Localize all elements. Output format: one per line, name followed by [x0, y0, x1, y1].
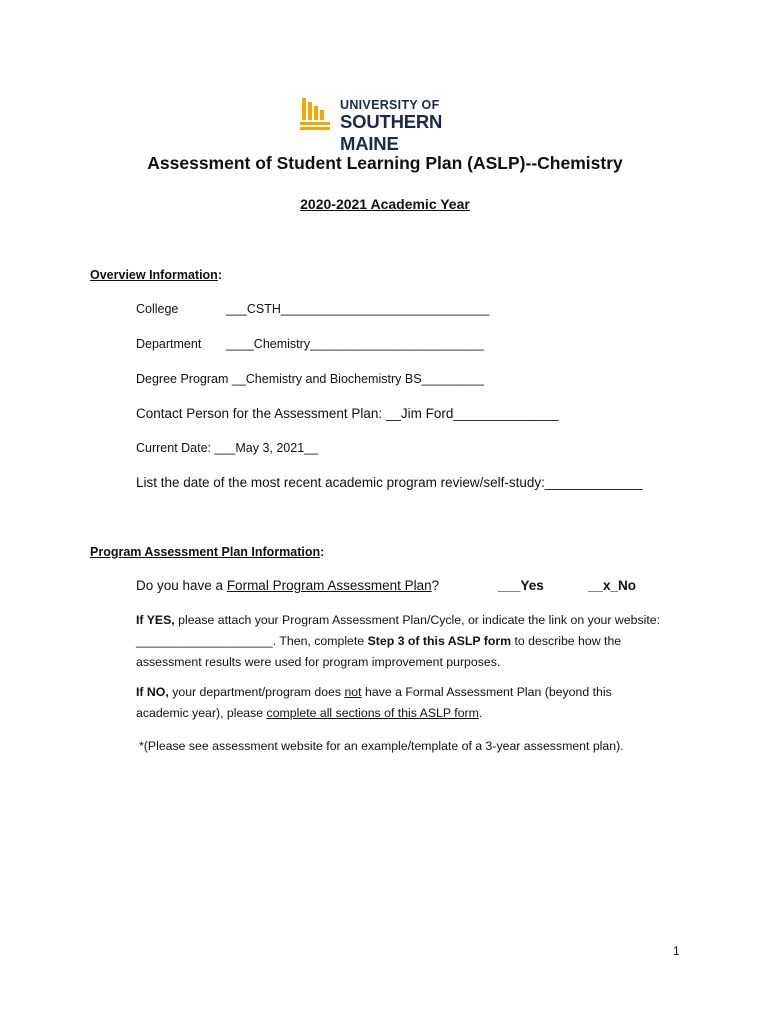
review-date-field: List the date of the most recent academic program review/self-study:_____________ [136, 475, 643, 490]
overview-heading: Overview Information: [90, 268, 222, 282]
university-logo [300, 96, 480, 154]
no-option: __x_No [588, 578, 637, 593]
if-no-paragraph [136, 682, 612, 724]
usm-building-logo-icon [300, 96, 332, 132]
program-assessment-heading: Program Assessment Plan Information: [90, 545, 325, 559]
department-field: ____Chemistry_________________________ [226, 337, 484, 351]
if-yes-line-3: assessment results were used for program improvement purposes. [136, 655, 501, 669]
college-label: College [136, 302, 179, 316]
contact-person-field: Contact Person for the Assessment Plan: __Jim Ford______________ [136, 406, 559, 421]
college-field: ___CSTH______________________________ [226, 302, 490, 316]
if-yes-line-1: If YES, please attach your Program Assessment Plan/Cycle, or indicate the link on your website: [136, 613, 661, 627]
overview-heading-text: Overview Information [90, 268, 218, 282]
degree-program-field: Degree Program __Chemistry and Biochemistry BS_________ [136, 372, 485, 386]
formal-plan-question: Do you have a Formal Program Assessment Plan? [136, 578, 440, 593]
complete-sections-link: complete all sections of this ASLP form [266, 706, 479, 720]
assessment-website-note: *(Please see assessment website for an example/template of a 3-year assessment plan). [139, 739, 624, 753]
page-number: 1 [673, 944, 680, 958]
yes-option: ___Yes [498, 578, 544, 593]
formal-plan-link: Formal Program Assessment Plan [226, 578, 432, 593]
if-yes-line-2: ____________________. Then, complete Step 3 of this ASLP form to describe how the [136, 634, 622, 648]
department-label: Department [136, 337, 202, 351]
if-no-line-1: If NO, your department/program does not have a Formal Assessment Plan (beyond this [136, 685, 612, 699]
document-title: Assessment of Student Learning Plan (ASLP)--Chemistry [147, 153, 623, 173]
program-assessment-heading-text: Program Assessment Plan Information [90, 545, 321, 559]
current-date-field: Current Date: ___May 3, 2021__ [136, 441, 319, 455]
academic-year: 2020-2021 Academic Year [300, 196, 470, 212]
if-no-line-2: academic year), please complete all sections of this ASLP form. [136, 706, 483, 720]
logo-line-1: UNIVERSITY OF [340, 98, 440, 112]
if-yes-paragraph [136, 610, 660, 673]
logo-line-2: SOUTHERN MAINE [340, 111, 443, 154]
